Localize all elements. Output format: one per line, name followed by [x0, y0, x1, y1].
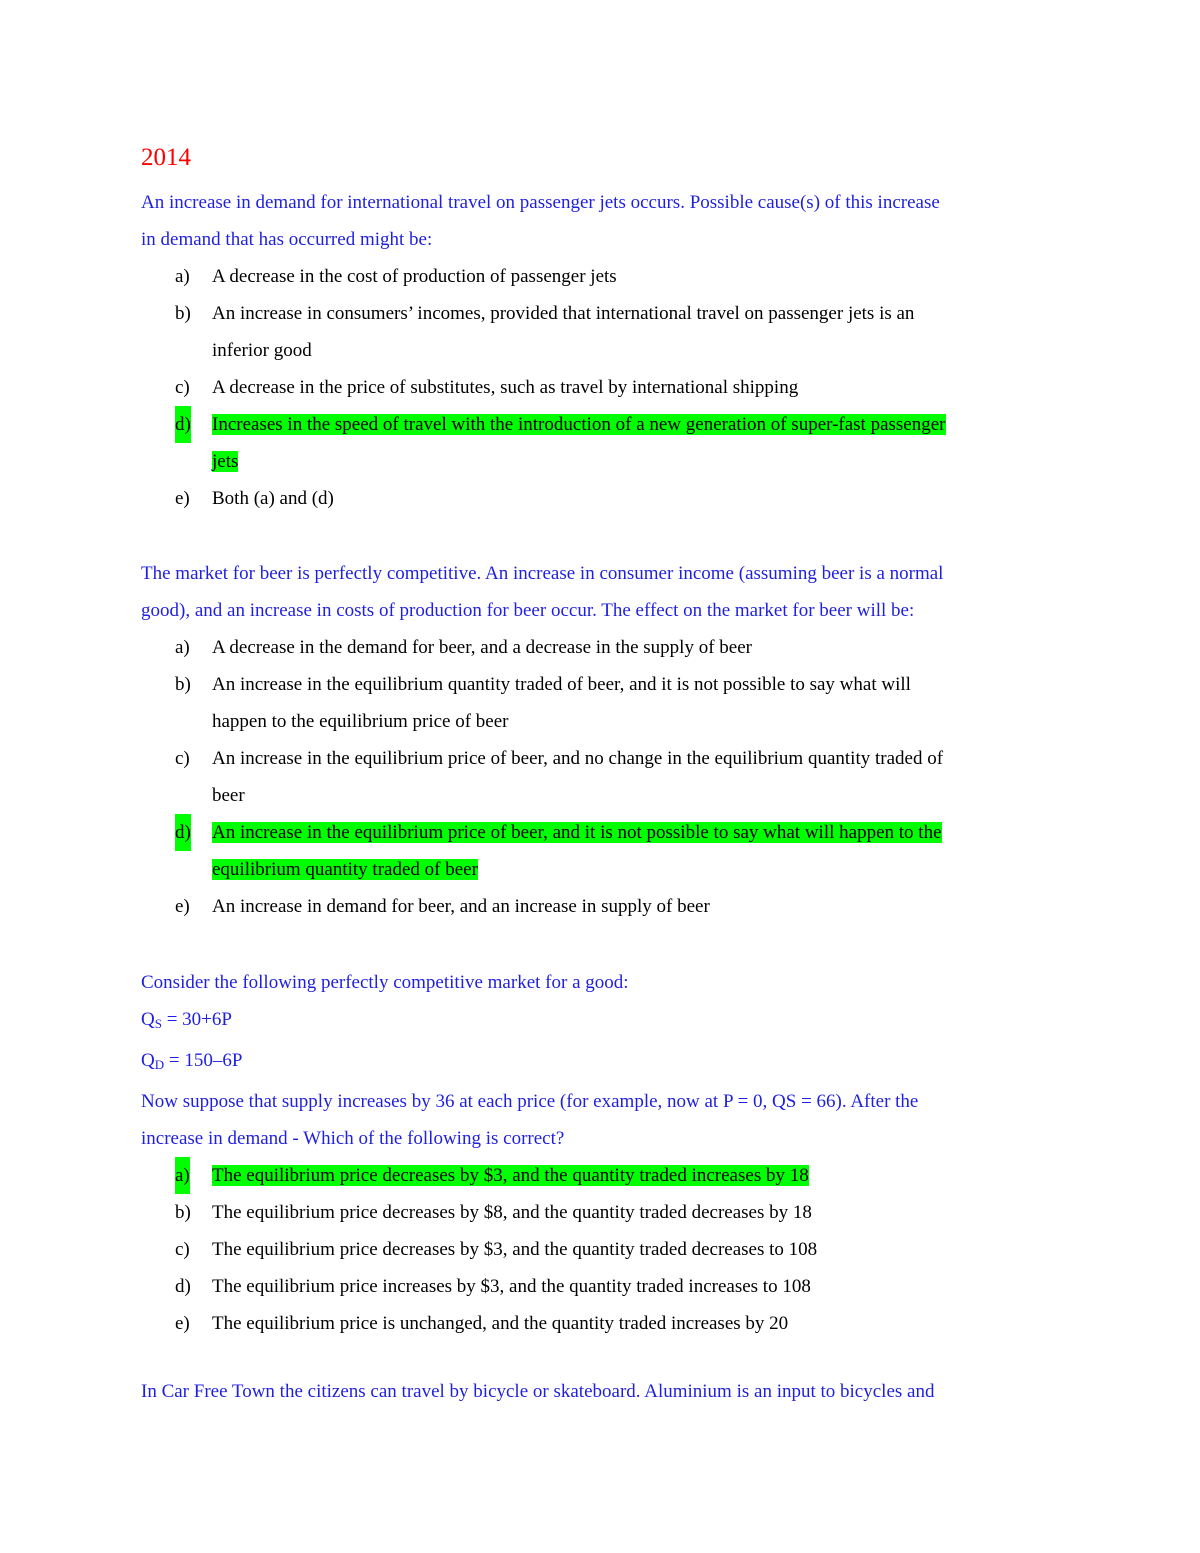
option-text: A decrease in the cost of production of passenger jets: [212, 266, 617, 287]
option-label: d): [175, 814, 191, 851]
option-text: A decrease in the price of substitutes, such as travel by international shipping: [212, 377, 799, 398]
option-c: [141, 1231, 1061, 1268]
option-text: The equilibrium price decreases by $3, and the quantity traded increases by 18: [212, 1165, 809, 1186]
question-1-line-1: An increase in demand for international travel on passenger jets occurs. Possible cause(s) of this increase: [141, 192, 940, 213]
supply-rhs: = 30+6P: [161, 1009, 232, 1030]
demand-q: Q: [141, 1050, 155, 1071]
demand-rhs: = 150–6P: [164, 1050, 243, 1071]
supply-equation: [141, 1001, 1061, 1042]
question-3-intro: Consider the following perfectly competitive market for a good:: [141, 972, 629, 993]
option-label: e): [175, 1313, 190, 1334]
supply-subscript: S: [154, 1016, 162, 1031]
option-d: [141, 1268, 1061, 1305]
option-text: An increase in demand for beer, and an increase in supply of beer: [212, 896, 710, 917]
option-label: c): [175, 1239, 190, 1260]
option-b-continued: [141, 332, 1061, 369]
option-text: An increase in the equilibrium price of beer, and no change in the equilibrium quantity traded of: [212, 748, 944, 769]
supply-q: Q: [141, 1009, 155, 1030]
question-4-line-1: In Car Free Town the citizens can travel by bicycle or skateboard. Aluminium is an input to bicycles and: [141, 1381, 935, 1402]
option-d: [141, 406, 1061, 443]
option-label: b): [175, 303, 191, 324]
option-label: e): [175, 488, 190, 509]
question-1-line-2: in demand that has occurred might be:: [141, 229, 433, 250]
option-text: The equilibrium price is unchanged, and the quantity traded increases by 20: [212, 1313, 789, 1334]
option-c: [141, 740, 1061, 777]
option-label: c): [175, 748, 190, 769]
option-text: happen to the equilibrium price of beer: [212, 711, 509, 732]
question-4: [141, 1373, 1061, 1410]
option-text: An increase in consumers’ incomes, provided that international travel on passenger jets is an: [212, 303, 915, 324]
option-text: A decrease in the demand for beer, and a decrease in the supply of beer: [212, 637, 752, 658]
question-3-line-2: increase in demand - Which of the following is correct?: [141, 1128, 565, 1149]
question-1: [141, 184, 1061, 517]
question-3: [141, 964, 1061, 1342]
option-text: Increases in the speed of travel with the introduction of a new generation of super-fast passenger: [212, 414, 946, 435]
option-e: [141, 480, 1061, 517]
question-2: [141, 555, 1061, 925]
option-text: The equilibrium price decreases by $8, and the quantity traded decreases by 18: [212, 1202, 812, 1223]
option-c: [141, 369, 1061, 406]
option-text: Both (a) and (d): [212, 488, 334, 509]
option-text: The equilibrium price increases by $3, and the quantity traded increases to 108: [212, 1276, 811, 1297]
option-d-continued: [141, 851, 1061, 888]
option-d: [141, 814, 1061, 851]
option-label: d): [175, 406, 191, 443]
option-a: [141, 1157, 1061, 1194]
option-text: equilibrium quantity traded of beer: [212, 859, 478, 880]
option-text: An increase in the equilibrium quantity traded of beer, and it is not possible to say what will: [212, 674, 911, 695]
option-text: jets: [212, 451, 239, 472]
question-3-options: [141, 1157, 1061, 1342]
option-b: [141, 1194, 1061, 1231]
option-e: [141, 888, 1061, 925]
demand-subscript: D: [154, 1057, 165, 1072]
option-b-continued: [141, 703, 1061, 740]
question-2-options: [141, 629, 1061, 925]
option-text: inferior good: [212, 340, 312, 361]
option-text: The equilibrium price decreases by $3, and the quantity traded decreases to 108: [212, 1239, 818, 1260]
option-c-continued: [141, 777, 1061, 814]
question-2-line-1: The market for beer is perfectly competitive. An increase in consumer income (assuming beer is a normal: [141, 563, 944, 584]
option-text: beer: [212, 785, 245, 806]
option-b: [141, 666, 1061, 703]
question-1-options: [141, 258, 1061, 517]
option-label: c): [175, 377, 190, 398]
option-label: d): [175, 1276, 191, 1297]
question-3-line-1: Now suppose that supply increases by 36 at each price (for example, now at P = 0, QS = 66). After the: [141, 1091, 919, 1112]
option-e: [141, 1305, 1061, 1342]
option-label: b): [175, 1202, 191, 1223]
option-a: [141, 629, 1061, 666]
option-d-continued: [141, 443, 1061, 480]
option-a: [141, 258, 1061, 295]
option-b: [141, 295, 1061, 332]
option-label: b): [175, 674, 191, 695]
year-heading: 2014: [141, 144, 191, 171]
demand-equation: [141, 1042, 1061, 1083]
option-label: a): [175, 1157, 190, 1194]
question-2-line-2: good), and an increase in costs of production for beer occur. The effect on the market for beer will be:: [141, 600, 915, 621]
option-label: a): [175, 637, 190, 658]
option-text: An increase in the equilibrium price of beer, and it is not possible to say what will happen to the: [212, 822, 942, 843]
option-label: e): [175, 896, 190, 917]
option-label: a): [175, 266, 190, 287]
